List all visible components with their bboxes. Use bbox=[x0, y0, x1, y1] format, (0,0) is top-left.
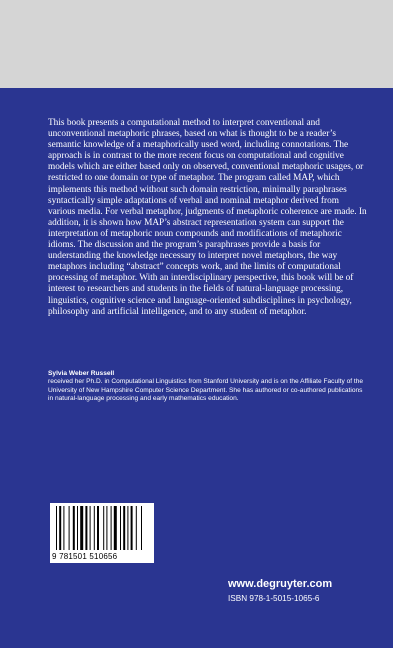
isbn-text: ISBN 978-1-5015-1065-6 bbox=[228, 594, 320, 603]
author-bio: received her Ph.D. in Computational Linguistics from Stanford University and is on the Affiliate Faculty of the University of New Hampshire Computer Science Department. She has authored or co-authored publications in natural-language processing and early mathematics education. bbox=[48, 378, 364, 403]
barcode bbox=[50, 503, 154, 563]
publisher-info bbox=[0, 578, 393, 648]
author-section bbox=[48, 369, 368, 404]
barcode-digits: 9 781501 510656 bbox=[52, 552, 118, 561]
right-margin bbox=[393, 0, 408, 648]
top-gray-band bbox=[0, 0, 393, 88]
author-name: Sylvia Weber Russell bbox=[48, 370, 115, 377]
back-cover-panel bbox=[0, 88, 393, 648]
barcode-bars bbox=[56, 506, 148, 550]
book-description bbox=[48, 118, 368, 318]
book-description-text: This book presents a computational method to interpret conventional and unconventional metaphoric phrases, based on what is thought to be a reader’s semantic knowledge of a metaphorically used word, including connotations. The approach is in contrast to the more recent focus on computational and cognitive models which are either based only on observed, conventional metaphoric usages, or restricted to one domain or type of metaphor. The program called MAP, which implements this method without such domain restriction, minimally paraphrases syntactically simple adaptations of verbal and nominal metaphor derived from various media. For verbal metaphor, judgments of metaphoric coherence are made. In addition, it is shown how MAP’s abstract representation system can support the interpretation of metaphoric noun compounds and modifications of metaphoric idioms. The discussion and the program’s paraphrases provide a basis for understanding the knowledge necessary to interpret novel metaphors, the way metaphors including “abstract” concepts work, and the limits of computational processing of metaphor. With an interdisciplinary perspective, this book will be of interest to researchers and students in the fields of natural-language processing, linguistics, cognitive science and language-oriented subdisciplines in psychology, philosophy and artificial intelligence, and to any student of metaphor. bbox=[48, 118, 367, 317]
publisher-url[interactable]: www.degruyter.com bbox=[228, 578, 333, 590]
